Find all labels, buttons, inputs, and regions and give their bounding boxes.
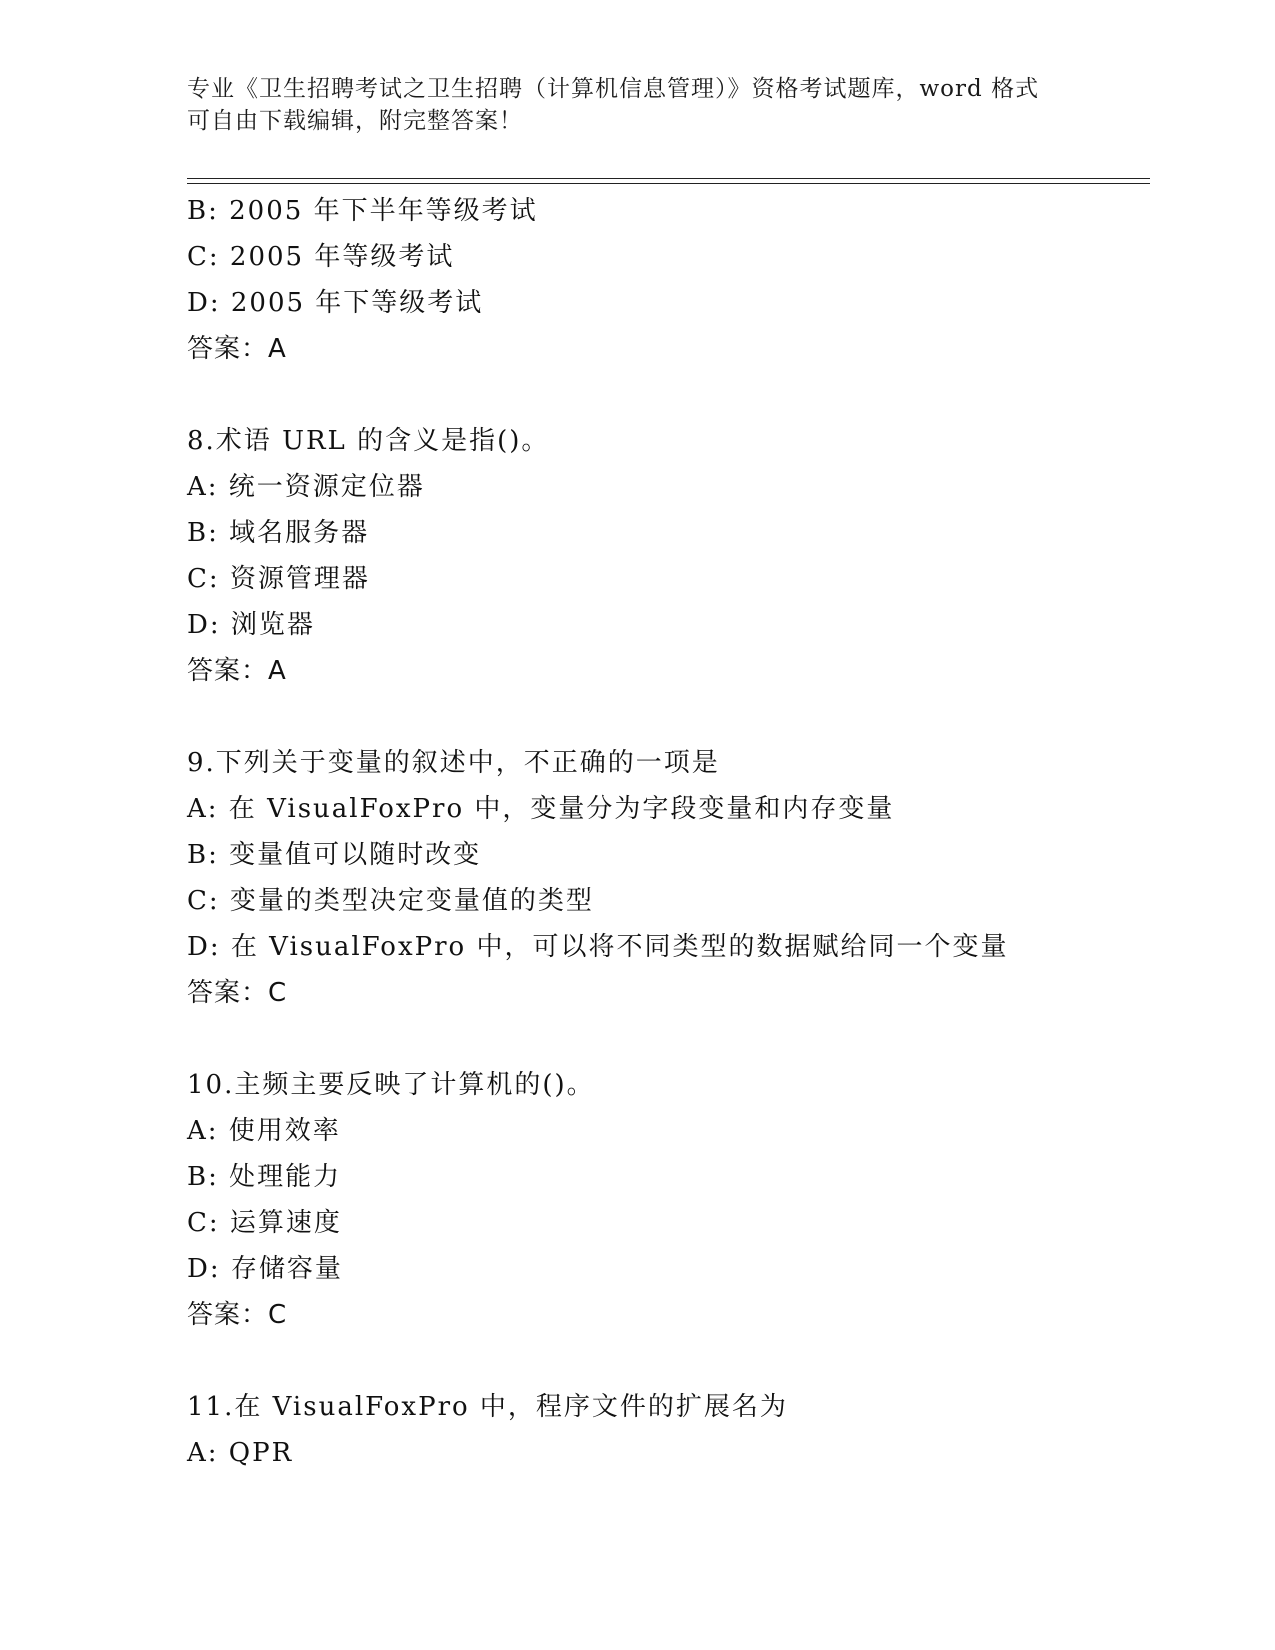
q11-stem: 11.在 VisualFoxPro 中，程序文件的扩展名为 [187,1392,788,1422]
prev-answer: 答案：A [187,334,287,364]
q8-option-a: A: 统一资源定位器 [187,472,425,502]
document-header [187,73,1087,137]
q10-option-a: A: 使用效率 [187,1116,341,1146]
q10-option-c: C: 运算速度 [187,1208,342,1238]
prev-option-c: C: 2005 年等级考试 [187,242,455,272]
q9-option-d: D: 在 VisualFoxPro 中，可以将不同类型的数据赋给同一个变量 [187,932,1009,962]
header-divider-top [187,178,1150,179]
q8-option-c: C: 资源管理器 [187,564,370,594]
q10-answer: 答案：C [187,1300,288,1330]
q11-option-a: A: QPR [187,1438,294,1468]
header-divider-bottom [187,183,1150,184]
q9-option-a: A: 在 VisualFoxPro 中，变量分为字段变量和内存变量 [187,794,895,824]
q9-answer: 答案：C [187,978,288,1008]
q10-option-b: B: 处理能力 [187,1162,342,1192]
q10-option-d: D: 存储容量 [187,1254,343,1284]
q10-stem: 10.主频主要反映了计算机的()。 [187,1070,595,1100]
q8-option-b: B: 域名服务器 [187,518,370,548]
q9-option-b: B: 变量值可以随时改变 [187,840,482,870]
q8-stem: 8.术语 URL 的含义是指()。 [187,426,550,456]
q9-stem: 9.下列关于变量的叙述中，不正确的一项是 [187,748,720,778]
prev-option-d: D: 2005 年下等级考试 [187,288,484,318]
header-line-1: 专业《卫生招聘考试之卫生招聘（计算机信息管理）》资格考试题库，word 格式 [187,76,1040,102]
q8-option-d: D: 浏览器 [187,610,315,640]
header-line-2: 可自由下载编辑，附完整答案！ [187,108,523,134]
prev-option-b: B: 2005 年下半年等级考试 [187,196,538,226]
q9-option-c: C: 变量的类型决定变量值的类型 [187,886,594,916]
q8-answer: 答案：A [187,656,287,686]
